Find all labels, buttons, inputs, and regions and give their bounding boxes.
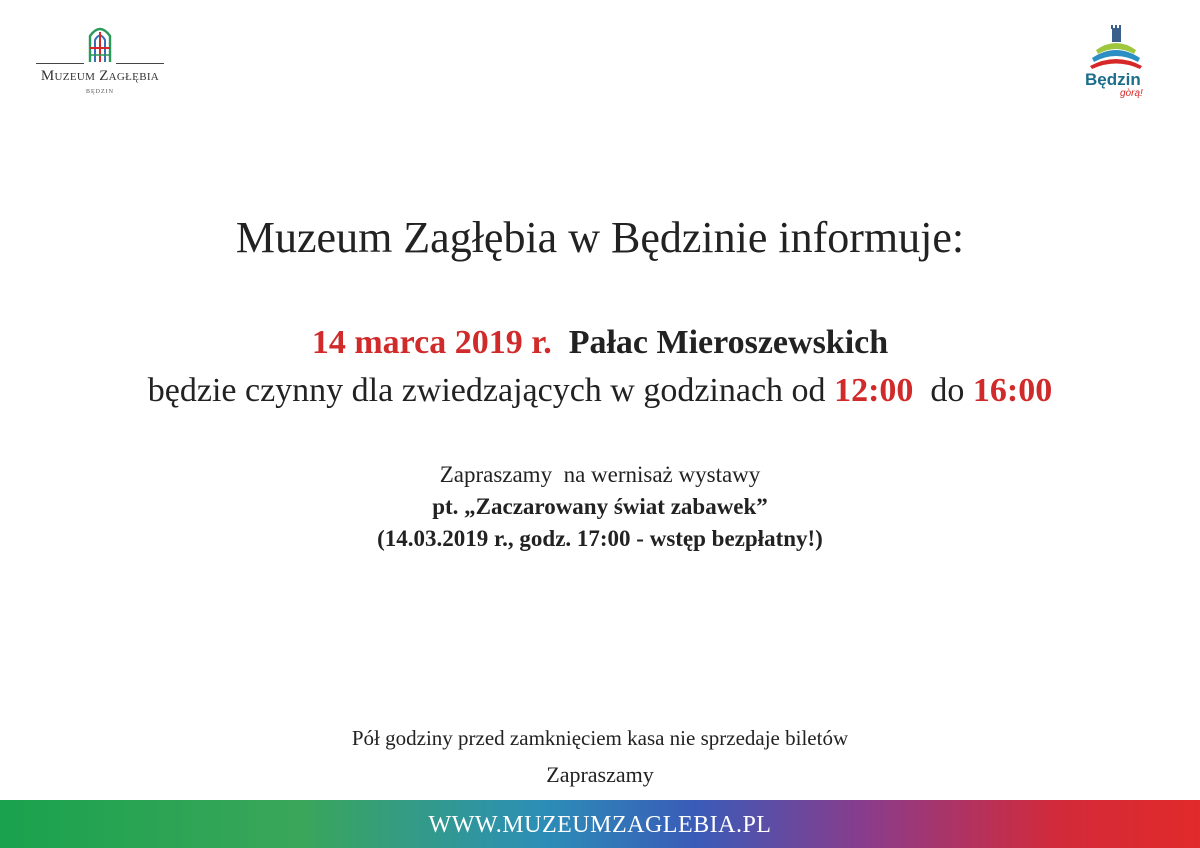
notice-hours: [0, 372, 1200, 410]
notice-date-place: [0, 324, 1200, 362]
invitation-line-1: Zapraszamy na wernisaż wystawy: [439, 462, 761, 487]
ticket-note: Pół godziny przed zamknięciem kasa nie sprzedaje biletów: [351, 726, 849, 750]
page-title: Muzeum Zagłębia w Będzinie informuje:: [235, 213, 965, 262]
notice-place: Pałac Mieroszewskich: [568, 324, 889, 361]
city-logo-slogan: gòrą!: [1120, 88, 1143, 99]
footer-url[interactable]: WWW.MUZEUMZAGLEBIA.PL: [428, 812, 772, 838]
city-logo-name: Będzin: [1085, 70, 1141, 89]
city-logo: [1080, 22, 1150, 102]
invitation-exhibition-title: pt. „Zaczarowany świat zabawek”: [432, 494, 768, 519]
closing-text: Zapraszamy: [546, 762, 654, 787]
museum-logo: [30, 22, 170, 102]
museum-logo-city: BĘDZIN: [86, 89, 114, 95]
invitation-details: (14.03.2019 r., godz. 17:00 - wstęp bezpłatny!): [377, 526, 823, 551]
museum-emblem-icon: [87, 22, 113, 62]
close-time: 16:00: [972, 372, 1053, 409]
open-time: 12:00: [834, 372, 914, 409]
notice-hours-prefix: będzie czynny dla zwiedzających w godzinach od: [147, 372, 826, 409]
city-castle-icon: [1080, 22, 1150, 72]
to-word: do: [930, 372, 965, 409]
notice-date: 14 marca 2019 r.: [311, 324, 552, 361]
museum-logo-name: Muzeum Zagłębia: [40, 68, 160, 84]
